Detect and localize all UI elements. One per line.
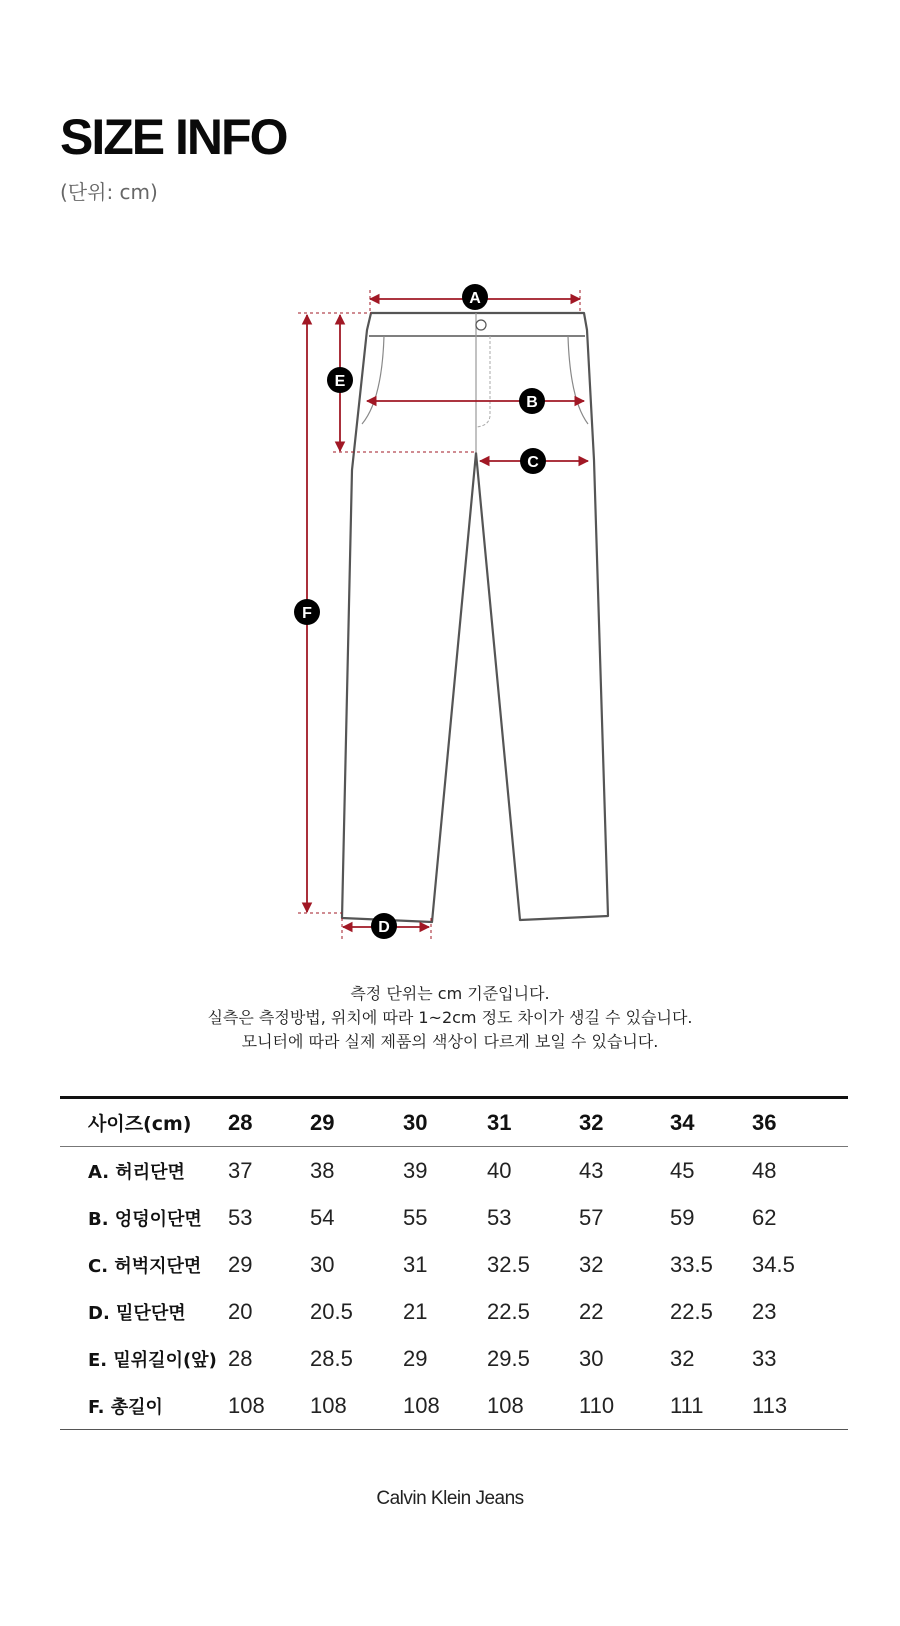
marker-a bbox=[462, 284, 488, 310]
table-cell: 53 bbox=[487, 1204, 512, 1230]
table-cell: 57 bbox=[579, 1204, 604, 1230]
table-row bbox=[60, 1382, 848, 1430]
table-cell: 29.5 bbox=[487, 1345, 530, 1371]
note-line: 모니터에 따라 실제 제품의 색상이 다르게 보일 수 있습니다. bbox=[241, 1032, 659, 1051]
unit-note: (단위: cm) bbox=[60, 180, 158, 204]
table-cell: 33 bbox=[752, 1345, 777, 1371]
table-cell: 21 bbox=[403, 1298, 428, 1324]
marker-c bbox=[520, 448, 546, 474]
table-row bbox=[60, 1288, 848, 1335]
table-cell: 28.5 bbox=[310, 1345, 353, 1371]
table-cell: 33.5 bbox=[670, 1251, 713, 1277]
table-row bbox=[60, 1335, 848, 1382]
svg-text:D: D bbox=[378, 919, 390, 936]
table-row bbox=[60, 1194, 848, 1241]
svg-text:A: A bbox=[469, 290, 481, 307]
table-cell: 37 bbox=[228, 1157, 253, 1183]
table-cell: 31 bbox=[403, 1251, 428, 1277]
table-cell: 108 bbox=[403, 1382, 487, 1430]
marker-f bbox=[294, 599, 320, 625]
table-cell: 20 bbox=[228, 1298, 253, 1324]
table-cell: 32.5 bbox=[487, 1251, 530, 1277]
size-header-label: 사이즈(cm) bbox=[60, 1098, 228, 1147]
table-cell: 55 bbox=[403, 1204, 428, 1230]
size-header-cell: 30 bbox=[403, 1098, 487, 1147]
svg-text:C: C bbox=[527, 454, 539, 471]
row-label: F. 총길이 bbox=[60, 1382, 228, 1430]
table-cell: 62 bbox=[752, 1204, 777, 1230]
note-line: 실측은 측정방법, 위치에 따라 1~2cm 정도 차이가 생길 수 있습니다. bbox=[207, 1008, 693, 1027]
table-cell: 45 bbox=[670, 1157, 695, 1183]
row-label: C. 허벅지단면 bbox=[88, 1255, 202, 1277]
size-header-cell: 34 bbox=[670, 1098, 752, 1147]
marker-d bbox=[371, 913, 397, 939]
row-label: E. 밑위길이(앞) bbox=[88, 1349, 217, 1371]
table-cell: 22.5 bbox=[670, 1298, 713, 1324]
table-cell: 29 bbox=[228, 1251, 253, 1277]
row-label: A. 허리단면 bbox=[88, 1161, 185, 1183]
measurement-notes bbox=[0, 982, 900, 1054]
table-cell: 53 bbox=[228, 1204, 253, 1230]
svg-text:F: F bbox=[302, 605, 312, 622]
marker-e bbox=[327, 367, 353, 393]
table-cell: 43 bbox=[579, 1157, 604, 1183]
row-label: D. 밑단단면 bbox=[88, 1302, 186, 1324]
table-cell: 22.5 bbox=[487, 1298, 530, 1324]
brand-logo: Calvin Klein Jeans bbox=[376, 1488, 524, 1509]
table-cell: 23 bbox=[752, 1298, 777, 1324]
table-cell: 38 bbox=[310, 1157, 335, 1183]
table-cell: 40 bbox=[487, 1157, 512, 1183]
table-cell: 59 bbox=[670, 1204, 695, 1230]
table-cell: 30 bbox=[310, 1251, 335, 1277]
marker-b bbox=[519, 388, 545, 414]
pants-outline bbox=[342, 313, 608, 922]
table-cell: 110 bbox=[579, 1382, 670, 1430]
table-cell: 28 bbox=[228, 1345, 253, 1371]
note-line: 측정 단위는 cm 기준입니다. bbox=[350, 984, 550, 1003]
size-header-cell: 31 bbox=[487, 1098, 579, 1147]
table-cell: 30 bbox=[579, 1345, 604, 1371]
table-cell: 32 bbox=[670, 1345, 695, 1371]
table-cell: 111 bbox=[670, 1382, 752, 1430]
table-cell: 39 bbox=[403, 1157, 428, 1183]
size-header-cell: 28 bbox=[228, 1098, 310, 1147]
table-cell: 20.5 bbox=[310, 1298, 353, 1324]
table-row bbox=[60, 1241, 848, 1288]
size-header-cell: 29 bbox=[310, 1098, 403, 1147]
row-label: B. 엉덩이단면 bbox=[88, 1208, 202, 1230]
page-title: SIZE INFO bbox=[60, 109, 287, 165]
table-cell: 34.5 bbox=[752, 1251, 795, 1277]
table-cell: 48 bbox=[752, 1157, 777, 1183]
table-cell: 54 bbox=[310, 1204, 335, 1230]
size-header-cell: 36 bbox=[752, 1098, 848, 1147]
table-row bbox=[60, 1147, 848, 1195]
table-cell: 108 bbox=[228, 1382, 310, 1430]
table-cell: 22 bbox=[579, 1298, 604, 1324]
table-cell: 32 bbox=[579, 1251, 604, 1277]
size-header-row bbox=[60, 1098, 848, 1147]
svg-text:E: E bbox=[334, 373, 346, 390]
svg-text:B: B bbox=[526, 394, 538, 411]
table-cell: 108 bbox=[487, 1382, 579, 1430]
size-table bbox=[60, 1096, 848, 1430]
table-cell: 29 bbox=[403, 1345, 428, 1371]
table-cell: 113 bbox=[752, 1382, 848, 1430]
size-header-cell: 32 bbox=[579, 1098, 670, 1147]
table-cell: 108 bbox=[310, 1382, 403, 1430]
